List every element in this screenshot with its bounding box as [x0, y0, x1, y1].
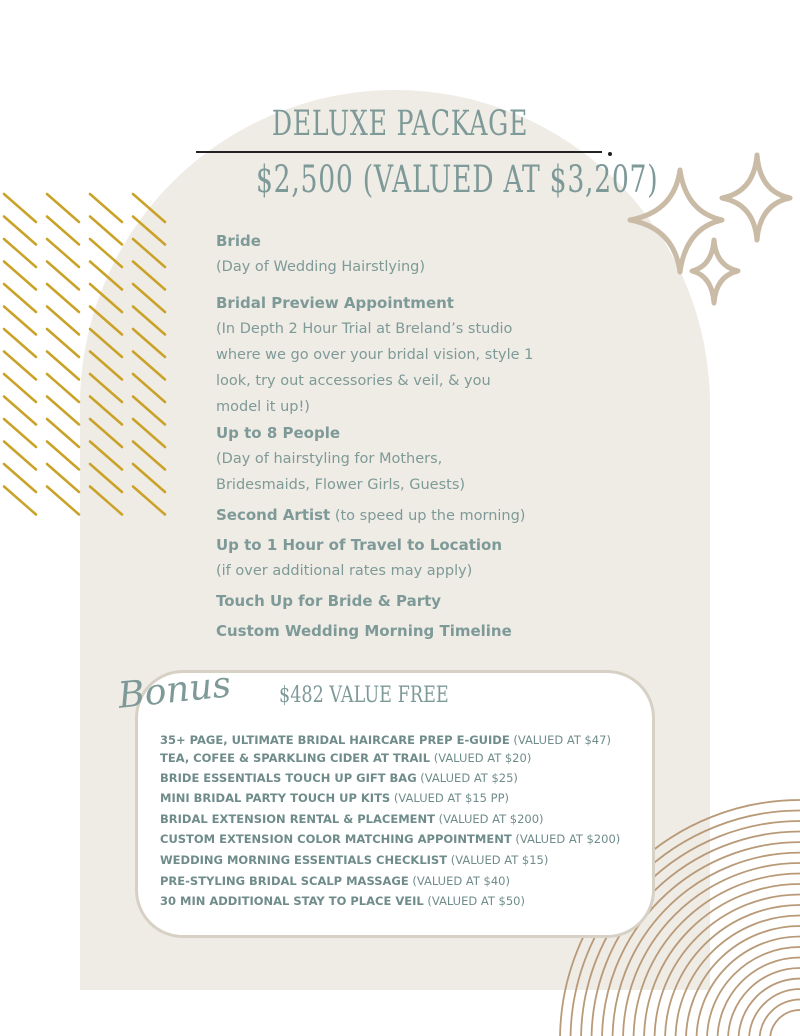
item-title: Bride — [216, 232, 261, 250]
bonus-item — [160, 809, 645, 830]
bonus-item-value: (VALUED AT $25) — [416, 770, 518, 785]
item-description: (if over additional rates may apply) — [216, 563, 473, 579]
item-description: model it up!) — [216, 399, 310, 415]
bonus-item-name: MINI BRIDAL PARTY TOUCH UP KITS — [160, 791, 391, 806]
item-title: Custom Wedding Morning Timeline — [216, 622, 512, 640]
bonus-item-name: BRIDAL EXTENSION RENTAL & PLACEMENT — [160, 811, 435, 826]
bonus-item-name: TEA, COFEE & SPARKLING CIDER AT TRAIL — [160, 750, 431, 765]
item-title: Up to 1 Hour of Travel to Location — [216, 536, 502, 554]
item-up-to-8-people — [216, 420, 596, 498]
bonus-item-name: BRIDE ESSENTIALS TOUCH UP GIFT BAG — [160, 770, 417, 785]
item-note: (to speed up the morning) — [330, 508, 526, 524]
bonus-value-label: $482 VALUE FREE — [279, 683, 449, 708]
bonus-item-name: 35+ PAGE, ULTIMATE BRIDAL HAIRCARE PREP E-GUIDE — [160, 733, 510, 747]
bonus-item — [160, 829, 645, 850]
bonus-item-value: (VALUED AT $200) — [511, 832, 621, 847]
item-title: Bridal Preview Appointment — [216, 294, 454, 312]
bonus-item — [160, 768, 645, 789]
bonus-list — [160, 730, 645, 912]
package-items — [216, 228, 596, 644]
bonus-item-value: (VALUED AT $40) — [408, 873, 510, 888]
item-touch-up — [216, 588, 596, 614]
bonus-item-name: CUSTOM EXTENSION COLOR MATCHING APPOINTMENT — [160, 832, 512, 847]
item-timeline — [216, 618, 596, 644]
item-bridal-preview — [216, 290, 596, 420]
item-travel — [216, 532, 596, 584]
item-second-artist — [216, 502, 596, 528]
bonus-item-value: (VALUED AT $47) — [509, 733, 611, 747]
bonus-item-name: PRE-STYLING BRIDAL SCALP MASSAGE — [160, 873, 409, 888]
bonus-item — [160, 730, 645, 751]
item-description: look, try out accessories & veil, & you — [216, 373, 491, 389]
title-divider — [196, 151, 602, 153]
bonus-item — [160, 871, 645, 892]
bonus-item — [160, 850, 645, 871]
bonus-item-value: (VALUED AT $20) — [430, 750, 532, 765]
item-bride — [216, 228, 596, 280]
item-description: where we go over your bridal vision, style 1 — [216, 347, 534, 363]
item-description: (Day of Wedding Hairstlying) — [216, 259, 426, 275]
bonus-item-value: (VALUED AT $50) — [423, 894, 525, 909]
package-title: DELUXE PACKAGE — [271, 104, 529, 144]
item-title: Up to 8 People — [216, 424, 341, 442]
bonus-item — [160, 751, 645, 768]
bonus-item-value: (VALUED AT $15) — [447, 852, 549, 867]
bonus-item — [160, 891, 645, 912]
bonus-item-name: WEDDING MORNING ESSENTIALS CHECKLIST — [160, 852, 448, 867]
bonus-item-value: (VALUED AT $200) — [434, 811, 544, 826]
bonus-item — [160, 788, 645, 809]
item-description: (In Depth 2 Hour Trial at Breland’s studio — [216, 321, 513, 337]
title-divider-dot — [608, 152, 612, 156]
item-title: Touch Up for Bride & Party — [216, 592, 442, 610]
item-description: Bridesmaids, Flower Girls, Guests) — [216, 477, 466, 493]
item-title: Second Artist — [216, 506, 331, 524]
hatch-stripes-decoration — [4, 194, 165, 515]
bonus-item-name: 30 MIN ADDITIONAL STAY TO PLACE VEIL — [160, 894, 424, 909]
item-description: (Day of hairstyling for Mothers, — [216, 451, 443, 467]
bonus-script-label: Bonus — [116, 664, 233, 717]
bonus-item-value: (VALUED AT $15 PP) — [390, 791, 510, 806]
package-price: $2,500 (VALUED AT $3,207) — [256, 158, 659, 201]
